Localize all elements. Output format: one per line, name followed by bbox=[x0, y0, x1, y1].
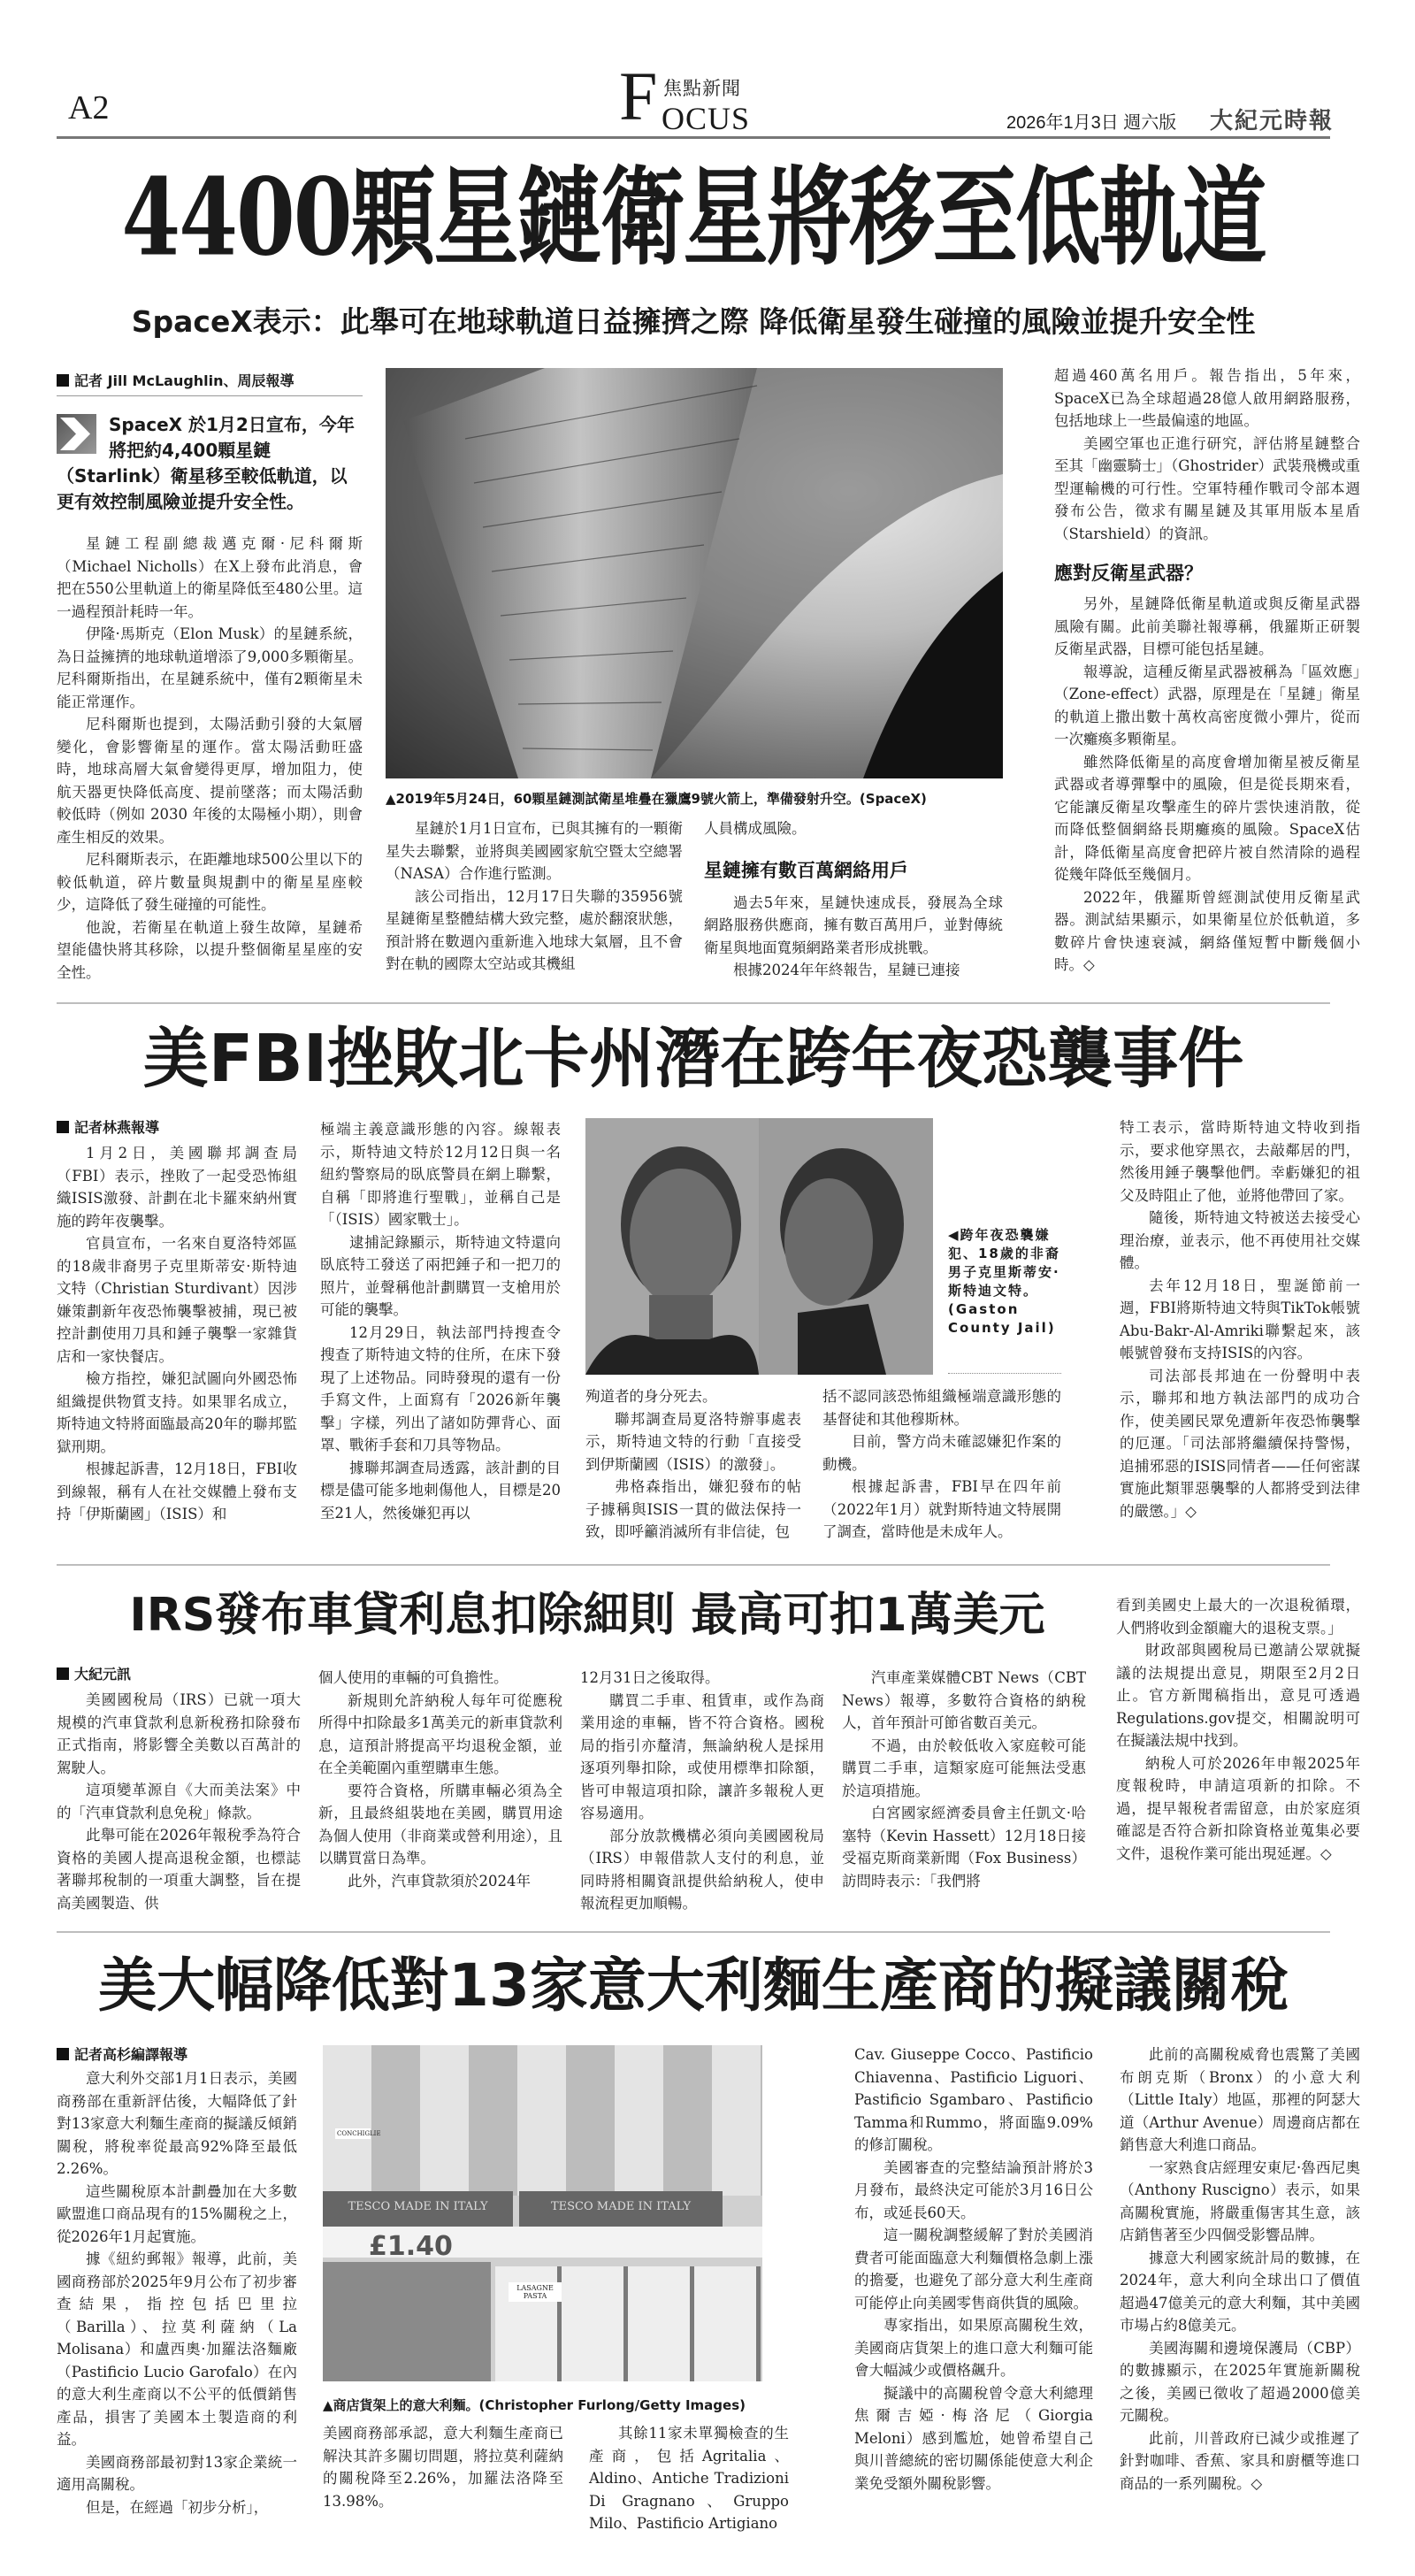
paragraph: 但是，在經過「初步分析」， bbox=[86, 2498, 269, 2516]
paragraph: 白宮國家經濟委員會主任凱文·哈塞特（Kevin Hassett）12月18日接受福克斯商業新聞（Fox Business）訪問時表示：「我們將 bbox=[842, 1805, 1086, 1890]
article4-headline: 美大幅降低對13家意大利麵生產商的擬議關稅 bbox=[98, 1951, 1289, 2020]
paragraph: 此前，川普政府已減少或推遲了針對咖啡、香蕉、家具和廚櫃等進口商品的一系列關稅。◇ bbox=[1120, 2429, 1360, 2492]
section-logo-initial: F bbox=[619, 58, 658, 134]
section-divider bbox=[57, 1564, 1330, 1566]
paragraph: 個人使用的車輛的可負擔性。 bbox=[318, 1669, 509, 1686]
byline-text: 記者高杉編譯報導 bbox=[74, 2046, 188, 2063]
paragraph: 弗格森指出，嫌犯發布的帖子據稱與ISIS一貫的做法保持一致，即呼籲消滅所有非信徒，包 bbox=[585, 1478, 801, 1540]
article2-col3 bbox=[585, 1385, 801, 1544]
section-logo bbox=[619, 58, 778, 136]
section-name-en: OCUS bbox=[662, 101, 751, 136]
suspect-mugshot-photo bbox=[585, 1118, 933, 1375]
paragraph: 此舉可能在2026年報稅季為符合資格的美國人提高退稅金額，也標誌著聯邦稅制的一項重大調整，旨在提高美國製造、供 bbox=[57, 1827, 301, 1912]
lower-box bbox=[323, 2262, 491, 2381]
byline-text: 大紀元訊 bbox=[74, 1666, 132, 1683]
page-number: A2 bbox=[68, 89, 110, 126]
paragraph: 汽車產業媒體CBT News（CBT News）報導，多數符合資格的納稅人，首年預計可節省數百美元。 bbox=[842, 1669, 1086, 1731]
paragraph: 官員宣布，一名來自夏洛特郊區的18歲非裔男子克里斯蒂安·斯特迪文特（Christian Sturdivant）因涉嫌策劃新年夜恐怖襲擊被捕，現已被控計劃使用刀具和錘子襲擊一家雜貨店和一家快餐店。 bbox=[57, 1235, 297, 1365]
paragraph: 極端主義意識形態的內容。線報表示，斯特迪文特於12月12日與一名紐約警察局的臥底警員在網上聯繫，自稱「即將進行聖戰」，並稱自己是「（ISIS）國家戰士」。 bbox=[320, 1121, 561, 1228]
paragraph: Cav. Giuseppe Cocco、Pastificio Chiavenna、Pastificio Liguori、Pastificio Sgambaro、Pastificio Tamma和Rummo，將面臨9.09%的修訂關稅。 bbox=[854, 2046, 1093, 2153]
article3-headline: IRS發布車貸利息扣除細則 最高可扣1萬美元 bbox=[129, 1589, 1045, 1642]
paragraph: 美國海關和邊境保護局（CBP）的數據顯示，在2025年實施新關稅之後，美國已徵收了超過2000億美元關稅。 bbox=[1120, 2339, 1360, 2424]
article1-byline bbox=[57, 370, 363, 396]
article2-photo-caption: ◀跨年夜恐襲嫌犯、18歲的非裔男子克里斯蒂安·斯特迪文特。(Gaston County Jail) bbox=[948, 1227, 1060, 1336]
paragraph: 特工表示，當時斯特迪文特收到指示，要求他穿黑衣，去敲鄰居的門，然後用錘子襲擊他們。幸虧嫌犯的祖父及時阻止了他，並將他帶回了家。 bbox=[1120, 1119, 1360, 1204]
paragraph: 殉道者的身分死去。 bbox=[585, 1388, 717, 1405]
article1-subheadline: SpaceX表示：此舉可在地球軌道日益擁擠之際 降低衛星發生碰撞的風險並提升安全性 bbox=[131, 304, 1256, 339]
paragraph: 美國審查的完整結論預計將於3月發布，最終決定可能於3月16日公布，或延長60天。 bbox=[854, 2158, 1093, 2221]
paragraph: 意大利外交部1月1日表示，美國商務部在重新評估後，大幅降低了針對13家意大利麵生產商的擬議反傾銷關稅，將稅率從最高92%降至最低2.26%。 bbox=[57, 2070, 297, 2177]
paragraph: 新規則允許納稅人每年可從應稅所得中扣除最多1萬美元的新車貸款利息，這預計將提高平均退稅金額，並在全美範圍內重塑購車生態。 bbox=[318, 1691, 562, 1776]
paragraph: 美國商務部最初對13家企業統一適用高關稅。 bbox=[57, 2453, 297, 2493]
paragraph: 美國國稅局（IRS）已就一項大規模的汽車貸款利息新稅務扣除發布正式指南，將影響全美數以百萬計的駕駛人。 bbox=[57, 1691, 301, 1776]
article4-photo-caption: ▲商店貨架上的意大利麵。(Christopher Furlong/Getty Images) bbox=[323, 2397, 746, 2413]
paragraph: 括不認同該恐怖組織極端意識形態的基督徒和其他穆斯林。 bbox=[822, 1388, 1061, 1428]
paragraph: 超過460萬名用戶。報告指出，5年來，SpaceX已為全球超過28億人啟用網路服務，包括地球上一些最偏遠的地區。 bbox=[1054, 367, 1360, 429]
pasta-shelf-photo bbox=[323, 2045, 762, 2381]
paragraph: 據意大利國家統計局的數據，在2024年，意大利向全球出口了價值超過47億美元的意大利麵，其中美國市場占約8億美元。 bbox=[1120, 2249, 1360, 2334]
article3-col1 bbox=[57, 1663, 301, 1914]
paragraph: 尼科爾斯表示，在距離地球500公里以下的較低軌道，碎片數量與規劃中的衛星星座較少，這降低了發生碰撞的可能性。 bbox=[57, 851, 363, 913]
issue-date: 2026年1月3日 週六版 bbox=[1006, 113, 1177, 133]
article4-col3 bbox=[589, 2422, 789, 2535]
paragraph: 目前，警方尚未確認嫌犯作案的動機。 bbox=[822, 1433, 1061, 1473]
article1-body-col2 bbox=[386, 817, 683, 976]
article1-subhead-antisat: 應對反衛星武器？ bbox=[1054, 563, 1203, 584]
newspaper-brand-logo: 大紀元時報 bbox=[1210, 108, 1335, 134]
article3-byline bbox=[57, 1663, 301, 1683]
paragraph: 去年12月18日，聖誕節前一週，FBI將斯特迪文特與TikTok帳號Abu-Bakr-Al-Amriki聯繫起來，該帳號曾發布支持ISIS的內容。 bbox=[1120, 1276, 1360, 1361]
paragraph: 據聯邦調查局透露，該計劃的目標是儘可能多地刺傷他人，目標是20至21人，然後嫌犯再以 bbox=[320, 1459, 561, 1522]
paragraph: 過去5年來，星鏈快速成長，發展為全球網路服務供應商，擁有數百萬用戶，並對傳統衛星與地面寬頻網路業者形成挑戰。 bbox=[704, 893, 1003, 956]
product-label: CONCHIGLIE bbox=[337, 2130, 381, 2137]
paragraph: 伊隆·馬斯克（Elon Musk）的星鏈系統，為日益擁擠的地球軌道增添了9,000多顆衛星。尼科爾斯指出，在星鏈系統中，僅有2顆衛星未能正常運作。 bbox=[57, 625, 363, 710]
paragraph: 根據起訴書，12月18日，FBI收到線報，稱有人在社交媒體上發布支持「伊斯蘭國」（ISIS）和 bbox=[57, 1460, 297, 1522]
shelf-box-label: TESCO MADE IN ITALY bbox=[519, 2191, 723, 2227]
paragraph: 美國商務部承認，意大利麵生產商已解決其許多關切問題，將拉莫利薩納的關稅降至2.26%，加羅法洛降至13.98%。 bbox=[323, 2425, 563, 2510]
paragraph: 司法部長邦迪在一份聲明中表示，聯邦和地方執法部門的成功合作，使美國民眾免遭新年夜恐怖襲擊的厄運。「司法部將繼續保持警惕，追捕邪惡的ISIS同情者——任何密謀實施此類罪惡襲擊的人都將受到法律的嚴懲。」◇ bbox=[1120, 1367, 1360, 1520]
paragraph: 聯邦調查局夏洛特辦事處表示，斯特迪文特的行動「直接受到伊斯蘭國（ISIS）的激發」。 bbox=[585, 1410, 801, 1473]
price-tag: £1.40 bbox=[369, 2231, 453, 2262]
article3-col4 bbox=[842, 1667, 1086, 1892]
article3-col3 bbox=[580, 1667, 824, 1915]
paragraph: 另外，星鏈降低衛星軌道或與反衛星武器風險有關。此前美聯社報導稱，俄羅斯正研製反衛星武器，目標可能包括星鏈。 bbox=[1054, 595, 1360, 657]
paragraph: 這項變革源自《大而美法案》中的「汽車貸款利息免稅」條款。 bbox=[57, 1782, 301, 1821]
paragraph: 其餘11家未單獨檢查的生產商，包括Agritalia、Aldino、Antiche Tradizioni Di Gragnano、Gruppo Milo、Pastificio Artigiano bbox=[589, 2425, 789, 2532]
article1-subhead-users: 星鏈擁有數百萬網絡用戶 bbox=[704, 859, 908, 881]
paragraph: 擬議中的高關稅曾令意大利總理焦爾吉婭·梅洛尼（Giorgia Meloni）感到尷尬，她曾希望自己與川普總統的密切關係能使意大利企業免受額外關稅影響。 bbox=[854, 2384, 1093, 2492]
article4-col4 bbox=[854, 2043, 1093, 2495]
byline-text: 記者 Jill McLaughlin、周辰報導 bbox=[74, 372, 294, 389]
article2-byline bbox=[57, 1116, 297, 1137]
paragraph: 美國空軍也正進行研究，評估將星鏈整合至其「幽靈騎士」（Ghostrider）武裝飛機或重型運輸機的可行性。空軍特種作戰司令部本週發布公告，徵求有關星鏈及其軍用版本星盾（Starshield）的資訊。 bbox=[1054, 434, 1360, 542]
product-label: LASAGNE PASTA bbox=[509, 2282, 562, 2302]
article4-col1 bbox=[57, 2043, 297, 2518]
paragraph: 12月31日之後取得。 bbox=[580, 1669, 720, 1686]
paragraph: 此前的高關稅威脅也震驚了美國布朗克斯（Bronx）的小意大利（Little Italy）地區，那裡的阿瑟大道（Arthur Avenue）周邊商店都在銷售意大利進口商品。 bbox=[1120, 2046, 1360, 2153]
paragraph: 這一關稅調整緩解了對於美國消費者可能面臨意大利麵價格急劇上漲的擔憂，也避免了部分意大利生產商可能停止向美國零售商供貨的風險。 bbox=[854, 2227, 1093, 2312]
paragraph: 檢方指控，嫌犯試圖向外國恐怖組織提供物質支持。如果罪名成立，斯特迪文特將面臨最高20年的聯邦監獄刑期。 bbox=[57, 1370, 297, 1455]
byline-square-icon bbox=[57, 1121, 69, 1133]
section-name-cn: 焦點新聞 bbox=[663, 78, 741, 99]
article2-headline: 美FBI挫敗北卡州潛在跨年夜恐襲事件 bbox=[142, 1021, 1244, 1097]
paragraph: 該公司指出，12月17日失聯的35956號星鏈衛星整體結構大致完整，處於翻滾狀態，預計將在數週內重新進入地球大氣層，且不會對在軌的國際太空站或其機組 bbox=[386, 887, 683, 972]
chevron-right-icon bbox=[57, 414, 96, 454]
paragraph: 他說，若衛星在軌道上發生故障，星鏈希望能儘快將其移除，以提升整個衛星星座的安全性。 bbox=[57, 918, 363, 981]
article3-col2 bbox=[318, 1667, 562, 1892]
article4-col5 bbox=[1120, 2043, 1360, 2495]
caption-divider bbox=[948, 1373, 1061, 1374]
byline-square-icon bbox=[57, 2048, 69, 2060]
paragraph: 逮捕記錄顯示，斯特迪文特還向臥底特工發送了兩把錘子和一把刀的照片，並聲稱他計劃購買一支槍用於可能的襲擊。 bbox=[320, 1233, 561, 1318]
article4-byline bbox=[57, 2043, 297, 2064]
paragraph: 根據2024年年終報告，星鏈已連接 bbox=[733, 962, 960, 978]
paragraph: 尼科爾斯也提到，太陽活動引發的大氣層變化，會影響衛星的運作。當太陽活動旺盛時，地球高層大氣會變得更厚，增加阻力，使航天器更快降低高度、提前墜落；而太陽活動較低時（例如 2030 年後的太陽極小期），則會產生相反的效果。 bbox=[57, 716, 363, 846]
paragraph: 購買二手車、租賃車，或作為商業用途的車輛，皆不符合資格。國稅局的指引亦釐清，無論納稅人是採用逐項列舉扣除，或使用標準扣除額，皆可申報這項扣除，讓許多報稅人更容易適用。 bbox=[580, 1691, 824, 1821]
byline-text: 記者林燕報導 bbox=[74, 1119, 160, 1136]
article1-body-col1 bbox=[57, 533, 363, 984]
article1-right-column bbox=[1054, 364, 1360, 977]
article1-body-col3 bbox=[704, 817, 1003, 982]
article1-lead bbox=[57, 412, 363, 515]
paragraph: 看到美國史上最大的一次退稅循環，人們將收到金額龐大的退稅支票。」 bbox=[1116, 1597, 1360, 1637]
article1-headline: 4400顆星鏈衛星將移至低軌道 bbox=[121, 155, 1266, 280]
paragraph: 2022年，俄羅斯曾經測試使用反衛星武器。測試結果顯示，如果衛星位於低軌道，多數碎片會快速衰減，網絡僅短暫中斷幾個小時。◇ bbox=[1054, 888, 1360, 973]
paragraph: 1月2日，美國聯邦調查局（FBI）表示，挫敗了一起受恐怖組織ISIS激發、計劃在北卡羅來納州實施的跨年夜襲擊。 bbox=[57, 1145, 297, 1230]
article2-col5 bbox=[1120, 1116, 1360, 1522]
paragraph: 據《紐約郵報》報導，此前，美國商務部於2025年9月公布了初步審查結果，指控包括巴里拉（Barilla）、拉莫利薩納（La Molisana）和盧西奧·加羅法洛麵廠（Pastificio Lucio Garofalo）在內的意大利生產商以不公平的低價銷售產品，損害了美國本土製造商的利益。 bbox=[57, 2250, 297, 2448]
masthead-divider bbox=[57, 136, 1330, 139]
paragraph: 根據起訴書，FBI早在四年前（2022年1月）就對斯特迪文特展開了調查，當時他是未成年人。 bbox=[822, 1478, 1061, 1540]
mugshot-illustration bbox=[585, 1118, 933, 1375]
paragraph: 不過，由於較低收入家庭較可能購買二手車，這類家庭可能無法受惠於這項措施。 bbox=[842, 1736, 1086, 1799]
paragraph: 雖然降低衛星的高度會增加衛星被反衛星武器或者導彈擊中的風險，但是從長期來看，它能讓反衛星攻擊產生的碎片雲快速消散，從而降低整個網絡長期癱瘓的風險。SpaceX估計，降低衛星高度會把碎片被自然清除的過程從幾年降低至幾個月。 bbox=[1054, 753, 1360, 883]
byline-square-icon bbox=[57, 1668, 69, 1680]
paragraph: 要符合資格，所購車輛必須為全新，且最終組裝地在美國，購買用途為個人使用（非商業或營利用途），且以購買當日為準。 bbox=[318, 1782, 562, 1867]
article1-photo-caption: ▲2019年5月24日，60顆星鏈測試衛星堆疊在獵鷹9號火箭上，準備發射升空。(SpaceX) bbox=[386, 791, 927, 807]
article2-col4 bbox=[822, 1385, 1061, 1544]
section-divider bbox=[57, 1931, 1330, 1933]
paragraph: 一家熟食店經理安東尼·魯西尼奧（Anthony Ruscigno）表示，如果高關稅實施，將嚴重傷害其生意，該店銷售著至少四個受影響品牌。 bbox=[1120, 2158, 1360, 2243]
article4-col2 bbox=[323, 2422, 563, 2512]
paragraph: 星鏈工程副總裁邁克爾·尼科爾斯（Michael Nicholls）在X上發布此消息，會把在550公里軌道上的衛星降低至480公里。這一過程預計耗時一年。 bbox=[57, 535, 363, 620]
shelf-box-label: TESCO MADE IN ITALY bbox=[323, 2191, 513, 2227]
paragraph: 星鏈於1月1日宣布，已與其擁有的一顆衛星失去聯繫，並將與美國國家航空暨太空總署（NASA）合作進行監測。 bbox=[386, 820, 683, 882]
paragraph: 這些關稅原本計劃疊加在大多數歐盟進口商品現有的15%關稅之上，從2026年1月起實施。 bbox=[57, 2182, 297, 2245]
lead-text: SpaceX 於1月2日宣布，今年將把約4,400顆星鏈（Starlink）衛星移至較低軌道，以更有效控制風險並提升安全性。 bbox=[57, 414, 355, 512]
paragraph: 此外，汽車貸款須於2024年 bbox=[348, 1872, 531, 1890]
paragraph: 財政部與國稅局已邀請公眾就擬議的法規提出意見，期限至2月2日止。官方新聞稿指出，意見可透過Regulations.gov提交，相關說明可在擬議法規中找到。 bbox=[1116, 1642, 1360, 1749]
paragraph: 專家指出，如果原高關稅生效，美國商店貨架上的進口意大利麵可能會大幅減少或價格飆升。 bbox=[854, 2317, 1093, 2379]
article1-left-column bbox=[57, 370, 363, 984]
article2-col1 bbox=[57, 1116, 297, 1526]
paragraph: 人員構成風險。 bbox=[704, 820, 807, 837]
section-divider bbox=[57, 1002, 1330, 1004]
pasta-bags bbox=[323, 2045, 762, 2196]
starlink-satellites-photo bbox=[386, 368, 1003, 778]
paragraph: 隨後，斯特迪文特被送去接受心理治療，並表示，他不再使用社交媒體。 bbox=[1120, 1209, 1360, 1271]
paragraph: 12月29日，執法部門持搜查令搜查了斯特迪文特的住所，在床下發現了上述物品。同時發現的還有一份手寫文件，上面寫有「2026新年襲擊」字樣，列出了諸如防彈背心、面罩、戰術手套和刀具等物品。 bbox=[320, 1323, 561, 1453]
satellite-stack-illustration bbox=[386, 368, 1003, 778]
paragraph: 納稅人可於2026年申報2025年度報稅時，申請這項新的扣除。不過，提早報稅者需留意，由於家庭須確認是否符合新扣除資格並蒐集必要文件，退稅作業可能出現延遲。◇ bbox=[1116, 1754, 1360, 1862]
article2-col2 bbox=[320, 1118, 561, 1524]
article3-col5 bbox=[1116, 1594, 1360, 1865]
paragraph: 報導說，這種反衛星武器被稱為「區效應」（Zone-effect）武器，原理是在「星鏈」衛星的軌道上撒出數十萬枚高密度微小彈片，從而一次癱瘓多顆衛星。 bbox=[1054, 663, 1360, 748]
paragraph: 部分放款機構必須向美國國稅局（IRS）申報借款人支付的利息，並同時將相關資訊提供給納稅人，使申報流程更加順暢。 bbox=[580, 1827, 824, 1912]
byline-square-icon bbox=[57, 374, 69, 387]
